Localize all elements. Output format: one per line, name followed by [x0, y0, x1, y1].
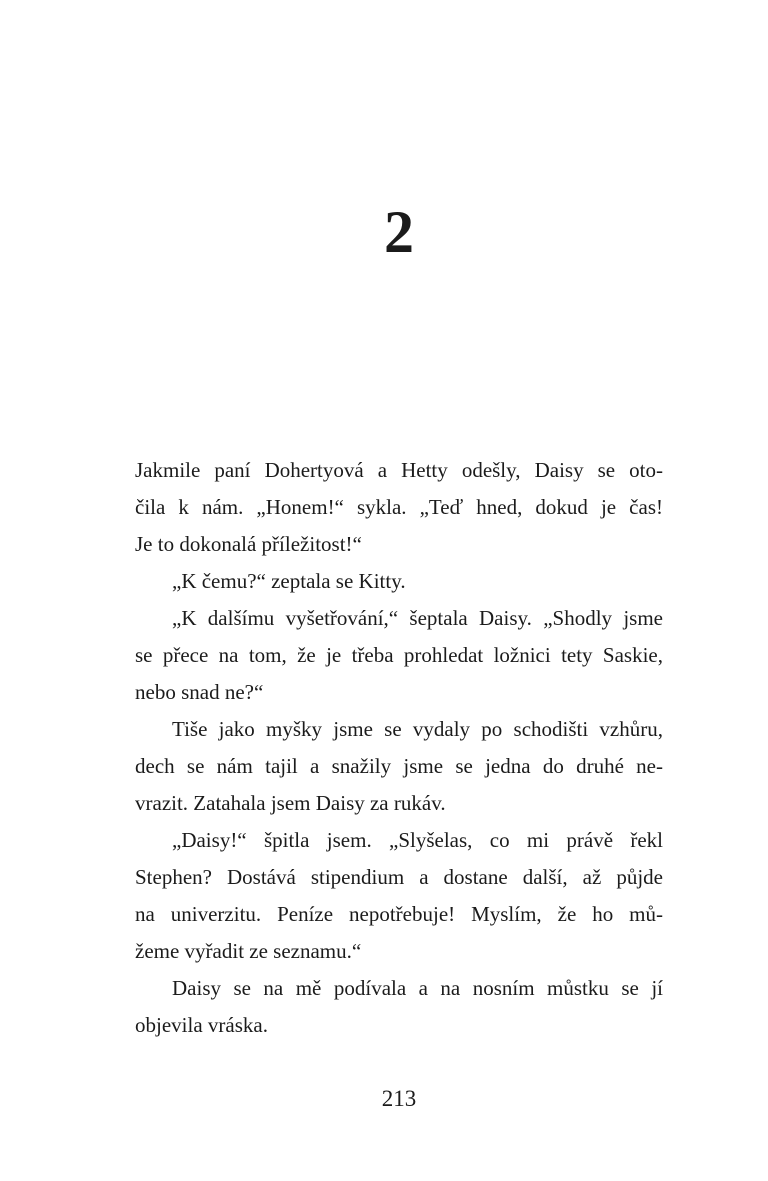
text-line-content: „K dalšímu vyšetřování,“ šeptala Daisy. „Shodly jsme [172, 606, 663, 630]
text-line [135, 674, 663, 711]
text-line-content: Je to dokonalá příležitost!“ [135, 532, 362, 556]
text-line-content: žeme vyřadit ze seznamu.“ [135, 939, 362, 963]
text-line-content: na univerzitu. Peníze nepotřebuje! Myslím, že ho mů- [135, 902, 663, 926]
text-line [135, 526, 663, 563]
paragraph [135, 452, 663, 563]
text-line [135, 748, 663, 785]
text-line [135, 822, 663, 859]
text-line [135, 489, 663, 526]
text-line [135, 896, 663, 933]
text-line-content: Daisy se na mě podívala a na nosním můstku se jí [172, 976, 663, 1000]
text-line-content: se přece na tom, že je třeba prohledat ložnici tety Saskie, [135, 643, 663, 667]
chapter-number: 2 [384, 199, 414, 265]
paragraph [135, 711, 663, 822]
paragraph [135, 600, 663, 711]
text-line-content: čila k nám. „Honem!“ sykla. „Teď hned, dokud je čas! [135, 495, 663, 519]
text-line-content: Jakmile paní Dohertyová a Hetty odešly, Daisy se oto- [135, 458, 663, 482]
text-line [135, 970, 663, 1007]
text-line [135, 933, 663, 970]
text-line [135, 785, 663, 822]
text-line [135, 637, 663, 674]
text-line [135, 452, 663, 489]
text-line [135, 859, 663, 896]
page-number: 213 [381, 1086, 417, 1111]
text-line [135, 1007, 663, 1044]
text-line-content: Stephen? Dostává stipendium a dostane další, až půjde [135, 865, 663, 889]
text-line-content: „K čemu?“ zeptala se Kitty. [172, 569, 406, 593]
paragraph [135, 970, 663, 1044]
text-line-content: dech se nám tajil a snažily jsme se jedna do druhé ne- [135, 754, 663, 778]
paragraph [135, 822, 663, 970]
paragraph [135, 563, 663, 600]
text-line-content: Tiše jako myšky jsme se vydaly po schodišti vzhůru, [172, 717, 663, 741]
text-line [135, 563, 663, 600]
text-line [135, 600, 663, 637]
text-line-content: „Daisy!“ špitla jsem. „Slyšelas, co mi právě řekl [172, 828, 663, 852]
body-text [135, 452, 663, 1044]
text-line [135, 711, 663, 748]
text-line-content: nebo snad ne?“ [135, 680, 264, 704]
text-line-content: vrazit. Zatahala jsem Daisy za rukáv. [135, 791, 446, 815]
text-line-content: objevila vráska. [135, 1013, 268, 1037]
